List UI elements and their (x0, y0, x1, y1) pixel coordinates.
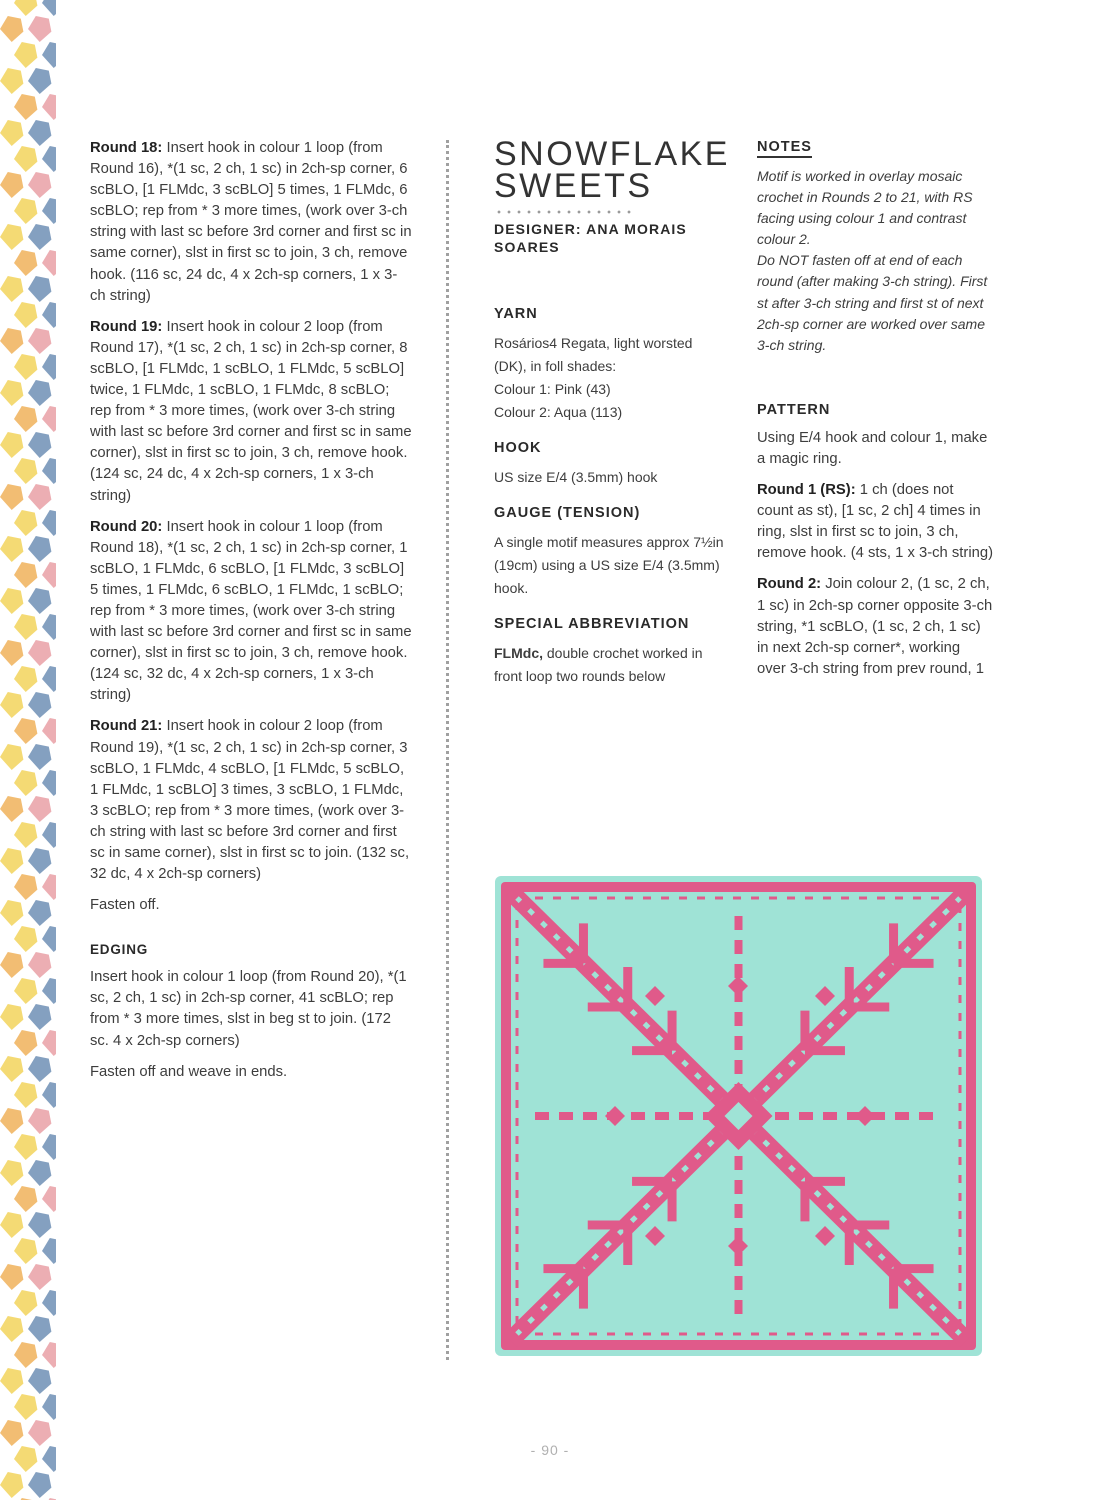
abbreviation-term: FLMdc, (494, 645, 543, 661)
mosaic-tile (28, 900, 51, 926)
notes-text-1: Motif is worked in overlay mosaic crochet in Rounds 2 to 21, with RS facing using colour 1 and contrast colour 2. (757, 168, 973, 248)
round-19-paragraph (90, 317, 412, 507)
abbreviation-paragraph (494, 642, 726, 688)
mosaic-tile (42, 770, 56, 796)
mosaic-tile (14, 1134, 37, 1160)
mosaic-tile (0, 16, 23, 42)
mosaic-tile (28, 952, 51, 978)
mosaic-tile (42, 1186, 56, 1212)
mosaic-tile (28, 1472, 51, 1498)
mosaic-tile (0, 900, 23, 926)
mosaic-tile (42, 1082, 56, 1108)
mosaic-tile (42, 146, 56, 172)
gauge-text: A single motif measures approx 7½in (19cm) using a US size E/4 (3.5mm) hook. (494, 534, 724, 596)
mosaic-tile (42, 666, 56, 692)
mosaic-tile (42, 94, 56, 120)
abbreviation-heading: SPECIAL ABBREVIATION (494, 616, 690, 632)
mosaic-tile (42, 978, 56, 1004)
mosaic-tile (42, 302, 56, 328)
hook-text: US size E/4 (3.5mm) hook (494, 469, 658, 485)
mosaic-tile (28, 588, 51, 614)
round-1-paragraph (757, 480, 993, 564)
mosaic-tile (14, 302, 37, 328)
abbreviation-text: double crochet worked in front loop two rounds below (494, 645, 703, 684)
mosaic-tile (28, 536, 51, 562)
mosaic-tile (0, 276, 23, 302)
round-18-text: Insert hook in colour 1 loop (from Round 16), *(1 sc, 2 ch, 1 sc) in 2ch-sp corner, 6 scBLO, [1 FLMdc, 3 scBLO] 5 times, 1 FLMdc, 6 scBLO; rep from * 3 more times, (work over 3-ch string with last sc before 3rd corner and first sc in same corner), slst in first sc to join, 3 ch, remove hook. (116 sc, 24 dc, 4 x 2ch-sp corners, 1 x 3-ch string) (90, 140, 412, 304)
mosaic-tile (14, 1030, 37, 1056)
yarn-text: Rosários4 Regata, light worsted (DK), in foll shades: (494, 335, 693, 374)
mosaic-tile (0, 588, 23, 614)
mosaic-tile (0, 848, 23, 874)
mosaic-tile (42, 0, 56, 16)
title-dotted-rule (494, 210, 634, 214)
round-19-text: Insert hook in colour 2 loop (from Round 17), *(1 sc, 2 ch, 1 sc) in 2ch-sp corner, 8 scBLO, [1 FLMdc, 1 scBLO, 1 FLMdc, 5 scBLO] twice, 1 FLMdc, 1 scBLO, 1 FLMdc, 8 scBLO; rep from * 3 more times, (work over 3-ch string with last sc before 3rd corner and first sc in same corner), slst in first sc to join, 3 ch, remove hook. (124 sc, 24 dc, 4 x 2ch-sp corners, 1 x 3-ch string) (90, 318, 412, 504)
mosaic-tile (14, 874, 37, 900)
mosaic-tile (42, 198, 56, 224)
hook-heading: HOOK (494, 440, 542, 456)
mosaic-tile (0, 692, 23, 718)
mosaic-tile (0, 1212, 23, 1238)
mosaic-tile (14, 822, 37, 848)
mosaic-tile (28, 1264, 51, 1290)
fasten-off-text: Fasten off. (90, 897, 160, 914)
round-18-label: Round 18: (90, 140, 163, 156)
mosaic-tile (14, 146, 37, 172)
column-divider (446, 140, 449, 1360)
mosaic-tile (0, 328, 23, 354)
mosaic-tile (14, 770, 37, 796)
info-column-middle (494, 135, 730, 698)
crochet-motif-photo (495, 876, 982, 1356)
mosaic-tile (28, 1368, 51, 1394)
title-line-1: SNOWFLAKE (494, 135, 730, 173)
final-text: Fasten off and weave in ends. (90, 1063, 288, 1080)
mosaic-tile (14, 1082, 37, 1108)
mosaic-tile (14, 562, 37, 588)
mosaic-tile (42, 1342, 56, 1368)
mosaic-tile (14, 354, 37, 380)
title-line-2: SWEETS (494, 167, 653, 205)
mosaic-tile (28, 224, 51, 250)
mosaic-tile (0, 1472, 23, 1498)
mosaic-tile (42, 250, 56, 276)
mosaic-tile (14, 198, 37, 224)
round-21-paragraph (90, 716, 412, 885)
mosaic-tile (0, 484, 23, 510)
notes-column-right (757, 138, 993, 690)
designer-credit: DESIGNER: ANA MORAIS SOARES (494, 221, 687, 255)
decorative-mosaic-border (0, 0, 56, 1500)
mosaic-tile (42, 562, 56, 588)
mosaic-tile (28, 640, 51, 666)
mosaic-tile (28, 848, 51, 874)
mosaic-tile (42, 406, 56, 432)
mosaic-tile (42, 42, 56, 68)
round-1-text: 1 ch (does not count as st), [1 sc, 2 ch] 4 times in ring, slst in first sc to join, 3 ch, remove hook. (4 sts, 1 x 3-ch string) (757, 482, 994, 562)
mosaic-tile (0, 1160, 23, 1186)
mosaic-tile (28, 16, 51, 42)
mosaic-tile (14, 1342, 37, 1368)
mosaic-tile (0, 1004, 23, 1030)
mosaic-tile (42, 458, 56, 484)
mosaic-tile (0, 952, 23, 978)
round-1-label: Round 1 (RS): (757, 482, 856, 499)
round-20-label: Round 20: (90, 518, 163, 535)
mosaic-tile (0, 380, 23, 406)
mosaic-tile (0, 536, 23, 562)
page-number: - 90 - (530, 1442, 570, 1458)
mosaic-tile (28, 1108, 51, 1134)
round-20-paragraph (90, 517, 412, 707)
mosaic-tile (42, 614, 56, 640)
notes-text-2: Do NOT fasten off at end of each round (after making 3-ch string). First st after 3-ch string and first st of next 2ch-sp corner are worked over same 3-ch string. (757, 252, 988, 353)
mosaic-tile (28, 172, 51, 198)
colour-2-text: Colour 2: Aqua (113) (494, 404, 623, 420)
round-2-text: Join colour 2, (1 sc, 2 ch, 1 sc) in 2ch-sp corner opposite 3-ch string, *1 scBLO, (1 sc, 2 ch, 1 sc) in next 2ch-sp corner*, working over 3-ch string from prev round, 1 (757, 576, 993, 677)
mosaic-tile (28, 1056, 51, 1082)
mosaic-tile (42, 510, 56, 536)
mosaic-tile (0, 1316, 23, 1342)
mosaic-tile (0, 68, 23, 94)
snowflake-motif-illustration (495, 876, 982, 1356)
mosaic-tile (28, 1212, 51, 1238)
mosaic-tile (14, 1394, 37, 1420)
mosaic-tile (0, 1056, 23, 1082)
mosaic-tile (42, 1030, 56, 1056)
mosaic-tile (0, 120, 23, 146)
mosaic-tile (42, 718, 56, 744)
mosaic-tile (14, 94, 37, 120)
mosaic-tile (14, 926, 37, 952)
edging-heading: EDGING (90, 942, 149, 958)
mosaic-tile (28, 484, 51, 510)
mosaic-tile (14, 666, 37, 692)
mosaic-tile (42, 354, 56, 380)
edging-text: Insert hook in colour 1 loop (from Round 20), *(1 sc, 2 ch, 1 sc) in 2ch-sp corner, 41 scBLO; rep from * 3 more times, slst in beg st to join. (172 sc. 4 x 2ch-sp corners) (90, 969, 407, 1049)
mosaic-tile (14, 978, 37, 1004)
mosaic-tile (28, 120, 51, 146)
mosaic-tile (14, 458, 37, 484)
yarn-heading: YARN (494, 306, 538, 322)
mosaic-tile (0, 796, 23, 822)
mosaic-tile (14, 0, 37, 16)
pattern-title (494, 135, 730, 205)
mosaic-tile (28, 1004, 51, 1030)
mosaic-tile (28, 1316, 51, 1342)
mosaic-tile (28, 744, 51, 770)
round-20-text: Insert hook in colour 1 loop (from Round 18), *(1 sc, 2 ch, 1 sc) in 2ch-sp corner, 1 scBLO, 1 FLMdc, 6 scBLO, [1 FLMdc, 3 scBLO] 5 times, 1 FLMdc, 6 scBLO, 1 FLMdc, 1 scBLO; rep from * 3 more times, (work over 3-ch string with last sc before 3rd corner and first sc in same corner), slst in first sc to join, 3 ch, remove hook. (124 sc, 32 dc, 4 x 2ch-sp corners, 1 x 3-ch string) (90, 518, 412, 704)
mosaic-tile (42, 1394, 56, 1420)
mosaic-tile (14, 1290, 37, 1316)
round-2-paragraph (757, 574, 993, 679)
mosaic-tile (14, 1238, 37, 1264)
mosaic-tile (0, 224, 23, 250)
pattern-intro-text: Using E/4 hook and colour 1, make a magic ring. (757, 429, 988, 467)
mosaic-tile (0, 432, 23, 458)
mosaic-tile (28, 432, 51, 458)
mosaic-tile (14, 42, 37, 68)
mosaic-tile (28, 692, 51, 718)
mosaic-tile (42, 1134, 56, 1160)
mosaic-tile (28, 380, 51, 406)
mosaic-tile (14, 510, 37, 536)
mosaic-tile (0, 744, 23, 770)
colour-1-text: Colour 1: Pink (43) (494, 381, 611, 397)
mosaic-tile (28, 796, 51, 822)
mosaic-tile (28, 276, 51, 302)
round-18-paragraph (90, 138, 412, 307)
mosaic-tile (28, 1160, 51, 1186)
mosaic-tile (28, 68, 51, 94)
instructions-column-left (90, 138, 412, 1093)
mosaic-tile (0, 1108, 23, 1134)
mosaic-tile (42, 926, 56, 952)
mosaic-tile (42, 822, 56, 848)
mosaic-tile (0, 640, 23, 666)
mosaic-tile (42, 1238, 56, 1264)
round-21-text: Insert hook in colour 2 loop (from Round 19), *(1 sc, 2 ch, 1 sc) in 2ch-sp corner, 3 scBLO, 1 FLMdc, 4 scBLO, [1 FLMdc, 5 scBLO, 1 FLMdc, 1 scBLO] 3 times, 3 scBLO, 1 FLMdc, 3 scBLO; rep from * 3 more times, (work over 3-ch string with last sc before 3rd corner and first sc in same corner), slst in first sc to join. (132 sc, 32 dc, 4 x 2ch-sp corners) (90, 718, 410, 883)
gauge-heading: GAUGE (TENSION) (494, 505, 641, 521)
mosaic-tile (14, 406, 37, 432)
mosaic-tile (14, 718, 37, 744)
mosaic-tile (28, 328, 51, 354)
round-2-label: Round 2: (757, 576, 822, 593)
mosaic-tile (42, 874, 56, 900)
mosaic-tile (14, 250, 37, 276)
mosaic-tile (42, 1290, 56, 1316)
round-19-label: Round 19: (90, 318, 163, 335)
mosaic-tile (14, 1186, 37, 1212)
mosaic-tile (14, 614, 37, 640)
pattern-heading: PATTERN (757, 401, 831, 418)
mosaic-tile-pattern (0, 0, 56, 1500)
mosaic-tile (0, 1264, 23, 1290)
mosaic-tile (0, 1368, 23, 1394)
round-21-label: Round 21: (90, 718, 163, 735)
mosaic-tile (0, 172, 23, 198)
notes-heading: NOTES (757, 139, 812, 158)
